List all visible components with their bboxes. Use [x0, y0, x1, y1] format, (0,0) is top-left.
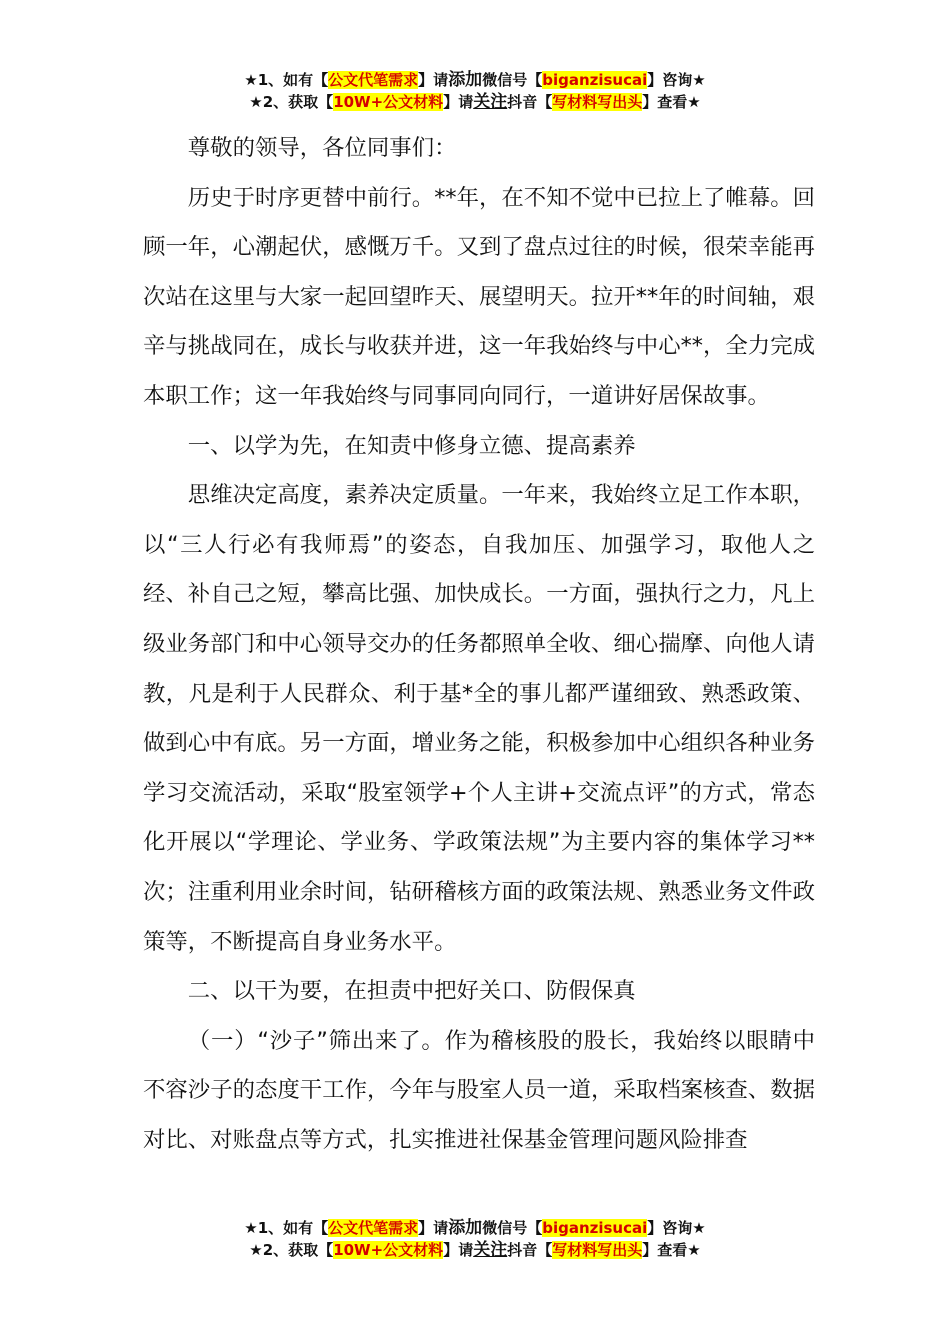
banner-text: 】咨询★: [647, 71, 706, 89]
intro-paragraph: 历史于时序更替中前行。**年，在不知不觉中已拉上了帷幕。回顾一年，心潮起伏，感慨万千。又到了盘点过往的时候，很荣幸能再次站在这里与大家一起回望昨天、展望明天。拉开**年的时间轴，艰辛与挑战同在，成长与收获并进，这一年我始终与中心**，全力完成本职工作；这一年我始终与同事同向同行，一道讲好居保故事。: [143, 184, 815, 409]
section-heading-2: 二、以干为要，在担责中把好关口、防假保真: [187, 978, 636, 1005]
banner-text: 】请: [418, 1219, 449, 1237]
banner-text: ★1、如有【: [244, 71, 329, 89]
banner-text: 微信号【: [482, 71, 543, 89]
banner-line-1: [0, 69, 950, 91]
banner-text: ★1、如有【: [244, 1219, 329, 1237]
banner-emphasis: 添加: [448, 1218, 483, 1238]
banner-text: 】咨询★: [647, 1219, 706, 1237]
banner-text: 微信号【: [482, 1219, 543, 1237]
banner-text: 抖音【: [507, 1241, 553, 1259]
banner-text: 抖音【: [507, 93, 553, 111]
section-heading-1: 一、以学为先，在知责中修身立德、提高素养: [187, 432, 636, 459]
salutation: 尊敬的领导，各位同事们：: [187, 135, 457, 161]
banner-text: 】查看★: [642, 1241, 701, 1259]
banner-text: 】查看★: [642, 93, 701, 111]
banner-emphasis: 关注: [473, 92, 508, 112]
banner-highlight: 公文代笔需求: [328, 71, 419, 89]
banner-emphasis: 关注: [473, 1240, 508, 1260]
document-body: [143, 124, 815, 1165]
header-banner: [0, 69, 950, 113]
banner-highlight: 10W+公文材料: [333, 93, 444, 111]
banner-highlight: 10W+公文材料: [333, 1241, 444, 1259]
banner-line-2: [0, 91, 950, 113]
banner-line-1: [0, 1217, 950, 1239]
douyin-id-highlight: 写材料写出头: [552, 1241, 643, 1259]
banner-line-2: [0, 1239, 950, 1261]
banner-highlight: 公文代笔需求: [328, 1219, 419, 1237]
banner-text: 】请: [418, 71, 449, 89]
douyin-id-highlight: 写材料写出头: [552, 93, 643, 111]
banner-text: ★2、获取【: [249, 93, 334, 111]
wechat-id-highlight: biganzisucai: [542, 1219, 648, 1237]
banner-emphasis: 添加: [448, 70, 483, 90]
banner-text: 】请: [443, 93, 474, 111]
section-paragraph-1: 思维决定高度，素养决定质量。一年来，我始终立足工作本职，以“三人行必有我师焉”的姿态，自我加压、加强学习，取他人之经、补自己之短，攀高比强、加快成长。一方面，强执行之力，凡上级业务部门和中心领导交办的任务都照单全收、细心揣摩、向他人请教，凡是利于人民群众、利于基*全的事儿都严谨细致、熟悉政策、做到心中有底。另一方面，增业务之能，积极参加中心组织各种业务学习交流活动，采取“股室领学+个人主讲+交流点评”的方式，常态化开展以“学理论、学业务、学政策法规”为主要内容的集体学习**次；注重利用业余时间，钻研稽核方面的政策法规、熟悉业务文件政策等，不断提高自身业务水平。: [143, 482, 815, 955]
footer-banner: [0, 1217, 950, 1261]
banner-text: 】请: [443, 1241, 474, 1259]
wechat-id-highlight: biganzisucai: [542, 71, 648, 89]
banner-text: ★2、获取【: [249, 1241, 334, 1259]
subsection-paragraph-1: （一）“沙子”筛出来了。作为稽核股的股长，我始终以眼睛中不容沙子的态度干工作，今年与股室人员一道，采取档案核查、数据对比、对账盘点等方式，扎实推进社保基金管理问题风险排查: [143, 1027, 815, 1153]
